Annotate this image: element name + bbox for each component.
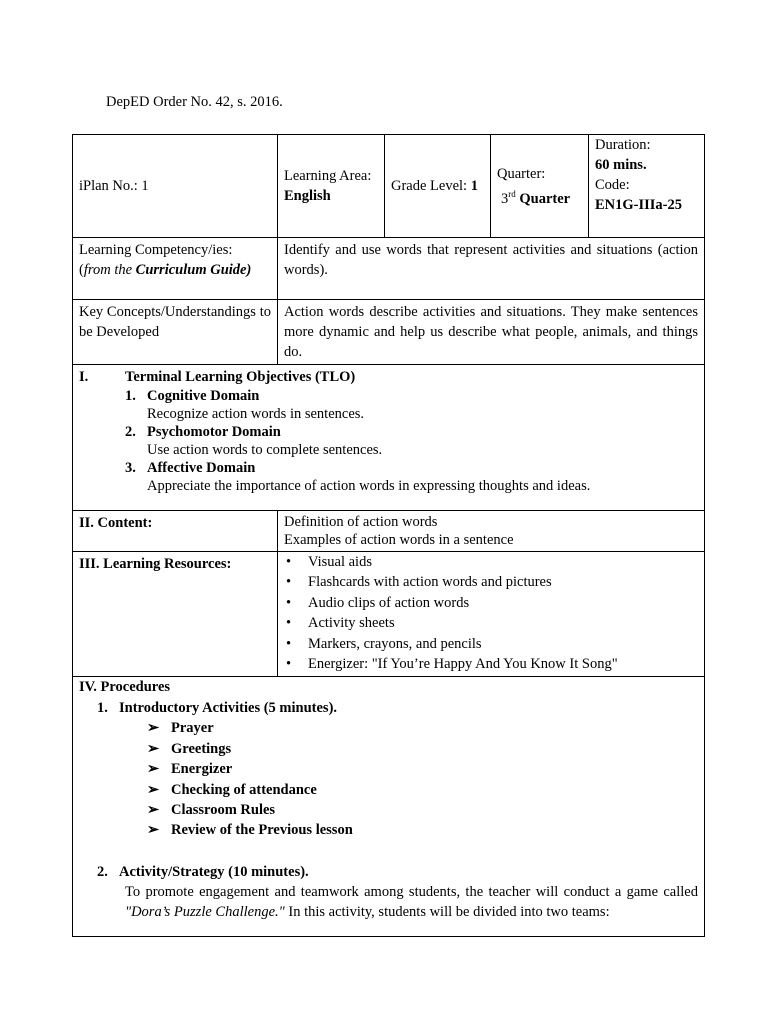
duration-code-cell <box>589 135 705 238</box>
activity-text: Energizer <box>171 761 233 778</box>
procedures-title: IV. Procedures <box>79 679 171 696</box>
resource-text: Activity sheets <box>308 615 395 632</box>
objective-description: Use action words to complete sentences. <box>147 442 383 458</box>
lesson-plan-table-frame <box>72 134 704 921</box>
list-item <box>284 593 698 613</box>
list-item <box>147 759 698 779</box>
objective-item <box>125 387 698 423</box>
bullet-icon: • <box>286 635 292 652</box>
list-item <box>284 654 698 674</box>
objective-heading: Affective Domain <box>147 460 256 476</box>
bullet-icon: • <box>286 594 292 611</box>
resources-label: III. Learning Resources: <box>79 556 232 572</box>
game-title: "Dora’s Puzzle Challenge." <box>125 904 285 921</box>
list-item <box>284 634 698 654</box>
objective-list <box>125 387 698 495</box>
bullet-icon: • <box>286 656 292 673</box>
objective-item <box>125 423 698 459</box>
list-item <box>147 739 698 759</box>
resource-text: Visual aids <box>308 554 372 570</box>
objective-description: Recognize action words in sentences. <box>147 406 365 422</box>
quarter-cell <box>491 135 589 238</box>
content-line: Examples of action words in a sentence <box>284 532 514 548</box>
duration-label: Duration: <box>595 137 651 153</box>
activity-text: Review of the Previous lesson <box>171 822 353 839</box>
learning-area-label: Learning Area: <box>284 168 372 184</box>
content-row <box>73 511 705 552</box>
code-value: EN1G-IIIa-25 <box>595 197 683 213</box>
list-item <box>147 718 698 738</box>
tlo-row <box>73 365 705 511</box>
resource-text: Energizer: "If You’re Happy And You Know It Song" <box>308 656 618 673</box>
deped-order-line: DepED Order No. 42, s. 2016. <box>106 94 283 110</box>
learning-area-value: English <box>284 188 331 204</box>
procedures-cell <box>73 677 705 937</box>
objective-item <box>125 459 698 495</box>
content-label: II. Content: <box>79 515 153 531</box>
lesson-plan-table <box>72 134 705 937</box>
step-heading <box>97 862 698 882</box>
list-item <box>284 572 698 592</box>
curriculum-guide-text: Curriculum Guide) <box>135 262 252 278</box>
resources-cell <box>278 552 705 677</box>
objective-number: 2. <box>125 424 136 440</box>
tlo-title: Terminal Learning Objectives (TLO) <box>125 369 356 385</box>
list-item <box>147 780 698 800</box>
step-title: Introductory Activities (5 minutes). <box>119 700 338 717</box>
competency-text: Identify and use words that represent activities and situations (action words). <box>278 238 705 300</box>
concepts-label: Key Concepts/Understandings to be Developed <box>73 300 278 365</box>
resources-row <box>73 552 705 677</box>
arrow-bullet-icon: ➢ <box>147 802 160 819</box>
activity-text: Greetings <box>171 740 232 757</box>
code-label: Code: <box>595 177 630 193</box>
list-item <box>147 820 698 840</box>
resource-text: Markers, crayons, and pencils <box>308 635 482 652</box>
list-item <box>147 800 698 820</box>
activity-text: Checking of attendance <box>171 781 317 798</box>
arrow-bullet-icon: ➢ <box>147 761 160 778</box>
step-title: Activity/Strategy (10 minutes). <box>119 863 309 880</box>
bullet-icon: • <box>286 554 292 570</box>
objective-heading: Psychomotor Domain <box>147 424 281 440</box>
arrow-bullet-icon: ➢ <box>147 781 160 798</box>
objective-heading: Cognitive Domain <box>147 388 260 404</box>
paragraph-text: To promote engagement and teamwork among students, the teacher will conduct a game called <box>125 883 698 900</box>
arrow-bullet-icon: ➢ <box>147 822 160 839</box>
objective-number: 3. <box>125 460 136 476</box>
objective-description: Appreciate the importance of action words in expressing thoughts and ideas. <box>147 478 591 494</box>
resource-text: Audio clips of action words <box>308 594 470 611</box>
resources-list <box>284 552 698 674</box>
header-row <box>73 135 705 238</box>
content-line: Definition of action words <box>284 514 438 530</box>
paragraph-text: In this activity, students will be divided into two teams: <box>284 904 610 921</box>
competency-row <box>73 238 705 300</box>
competency-label: Learning Competency/ies: <box>79 242 233 258</box>
from-the-text: from the <box>83 262 136 278</box>
content-cell <box>278 511 705 552</box>
grade-level-value: 1 <box>470 178 478 194</box>
duration-value: 60 mins. <box>595 157 647 173</box>
bullet-icon: • <box>286 615 292 632</box>
bullet-icon: • <box>286 574 292 591</box>
activity-paragraph <box>125 882 698 923</box>
activity-text: Classroom Rules <box>171 802 276 819</box>
step-number: 1. <box>97 700 108 717</box>
tlo-cell <box>73 365 705 511</box>
quarter-label: Quarter: <box>497 165 546 182</box>
list-item <box>284 613 698 633</box>
tlo-number: I. <box>79 369 89 385</box>
resources-label-cell <box>73 552 278 677</box>
content-label-cell <box>73 511 278 552</box>
procedures-row <box>73 677 705 937</box>
list-item <box>284 552 698 572</box>
iplan-cell <box>73 135 278 238</box>
step-heading <box>97 698 698 718</box>
concepts-row <box>73 300 705 365</box>
learning-area-cell <box>278 135 385 238</box>
step-number: 2. <box>97 863 108 880</box>
objective-number: 1. <box>125 388 136 404</box>
activity-text: Prayer <box>171 720 214 737</box>
quarter-word: Quarter <box>519 190 571 207</box>
grade-level-label: Grade Level: <box>391 178 471 194</box>
iplan-number: iPlan No.: 1 <box>79 178 149 194</box>
concepts-text: Action words describe activities and situations. They make sentences more dynamic and help us describe what people, animals, and things do. <box>278 300 705 365</box>
quarter-number: 3 <box>501 190 509 207</box>
resource-text: Flashcards with action words and pictures <box>308 574 552 591</box>
arrow-bullet-icon: ➢ <box>147 740 160 757</box>
quarter-suffix: rd <box>508 188 516 199</box>
introductory-activities-list <box>147 718 698 840</box>
competency-label-cell <box>73 238 278 300</box>
paren-open: ( <box>79 262 84 278</box>
grade-level-cell <box>385 135 491 238</box>
arrow-bullet-icon: ➢ <box>147 720 160 737</box>
